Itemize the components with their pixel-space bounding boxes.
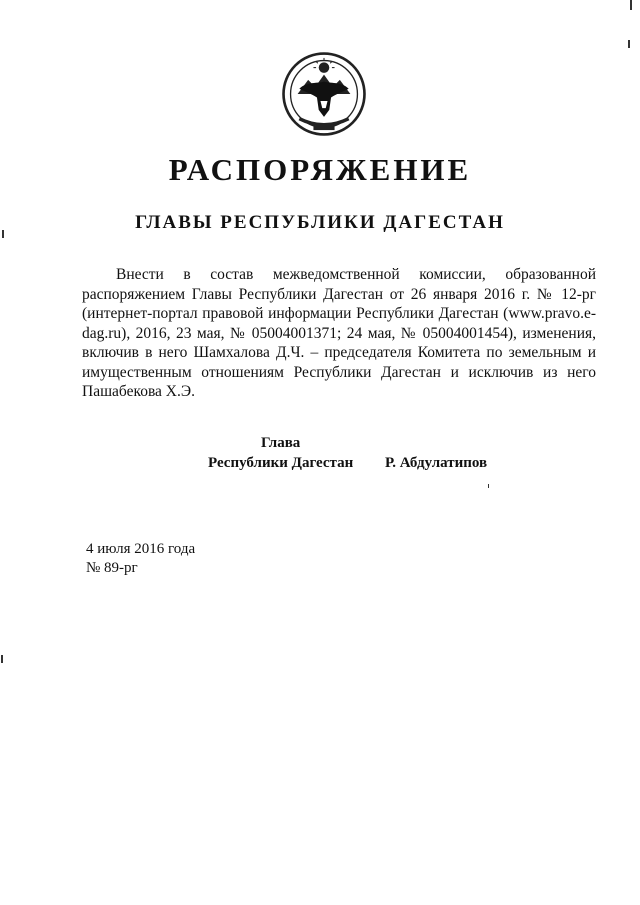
document-subtitle: ГЛАВЫ РЕСПУБЛИКИ ДАГЕСТАН [135,212,505,233]
scan-mark [1,655,3,663]
scan-mark [628,40,630,48]
dagestan-coat-of-arms-icon [280,50,368,138]
document-date: 4 июля 2016 года [86,541,196,557]
signature-name: Р. Абдулатипов [385,455,488,471]
signature-position-line1: Глава [260,435,301,451]
scan-mark [630,0,632,10]
document-number: № 89-рг [86,560,138,576]
signature-position-line2: Республики Дагестан [208,455,354,471]
document-body: Внести в состав межведомственной комиссии, образованной распоряжением Главы Республики Дагестан от 26 января 2016 г. № 12-рг (интернет-портал правовой информации Республики Дагестан (www.pravo.e-dag.ru), 2016, 23 мая, № 05004001371; 24 мая, № 05004001454), изменения, включив в него Шамхалова Д.Ч. – председателя Комитета по земельным и имущественным отношениям Республики Дагестан и исключив из него Пашабекова Х.Э. [82,266,596,400]
signature-position [208,433,353,473]
document-title: РАСПОРЯЖЕНИЕ [168,152,472,187]
scan-mark [488,484,489,488]
scan-mark [2,230,4,238]
document-date-block [86,540,195,578]
